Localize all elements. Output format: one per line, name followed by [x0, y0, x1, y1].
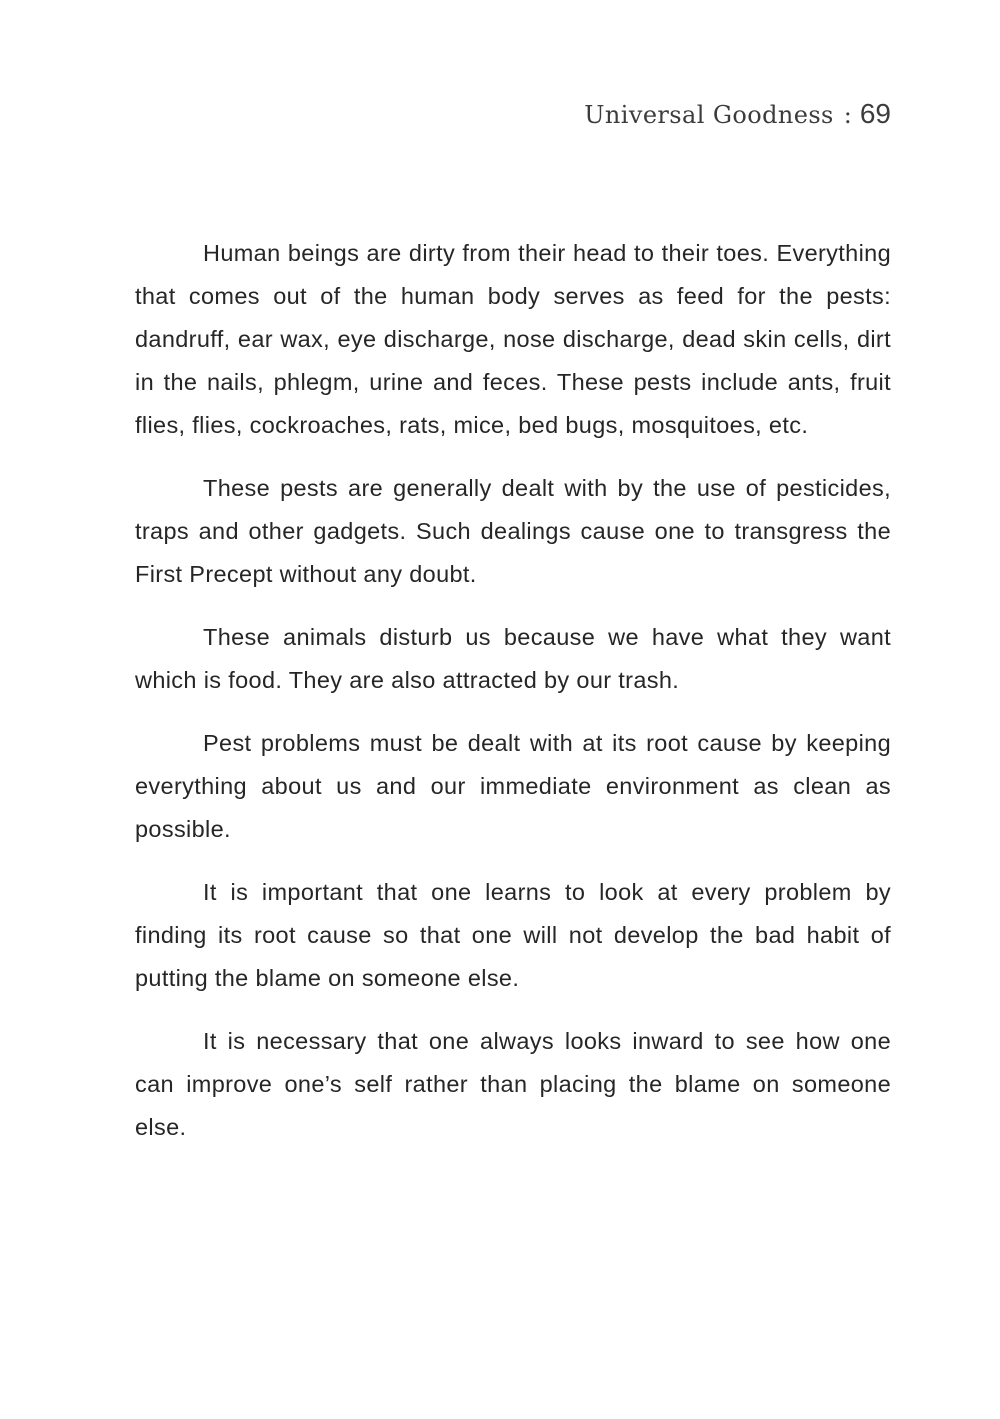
page-body — [135, 232, 891, 1169]
paragraph-finding-root-cause: It is important that one learns to look at every problem by finding its root cause so that one will not develop the bad habit of putting the blame on someone else. — [135, 879, 891, 991]
page-number: 69 — [859, 98, 891, 129]
paragraph-pests-intro: Human beings are dirty from their head to their toes. Everything that comes out of the human body serves as feed for the pests: dandruff, ear wax, eye discharge, nose discharge, dead skin cells, dirt in the nails, phlegm, urine and feces. These pests include ants, fruit flies, flies, cockroaches, rats, mice, bed bugs, mosquitoes, etc. — [135, 240, 891, 438]
paragraph-pesticides: These pests are generally dealt with by the use of pesticides, traps and other gadgets. Such dealings cause one to transgress the First Precept without any doubt. — [135, 475, 891, 587]
paragraph-look-inward: It is necessary that one always looks inward to see how one can improve one’s self rather than placing the blame on someone else. — [135, 1028, 891, 1140]
paragraph-animals-disturb: These animals disturb us because we have what they want which is food. They are also attracted by our trash. — [135, 624, 891, 693]
header-separator: : — [843, 101, 852, 129]
paragraph-root-cause: Pest problems must be dealt with at its root cause by keeping everything about us and our immediate environment as clean as possible. — [135, 730, 891, 842]
running-title: Universal Goodness — [584, 101, 834, 129]
running-header — [0, 98, 891, 130]
